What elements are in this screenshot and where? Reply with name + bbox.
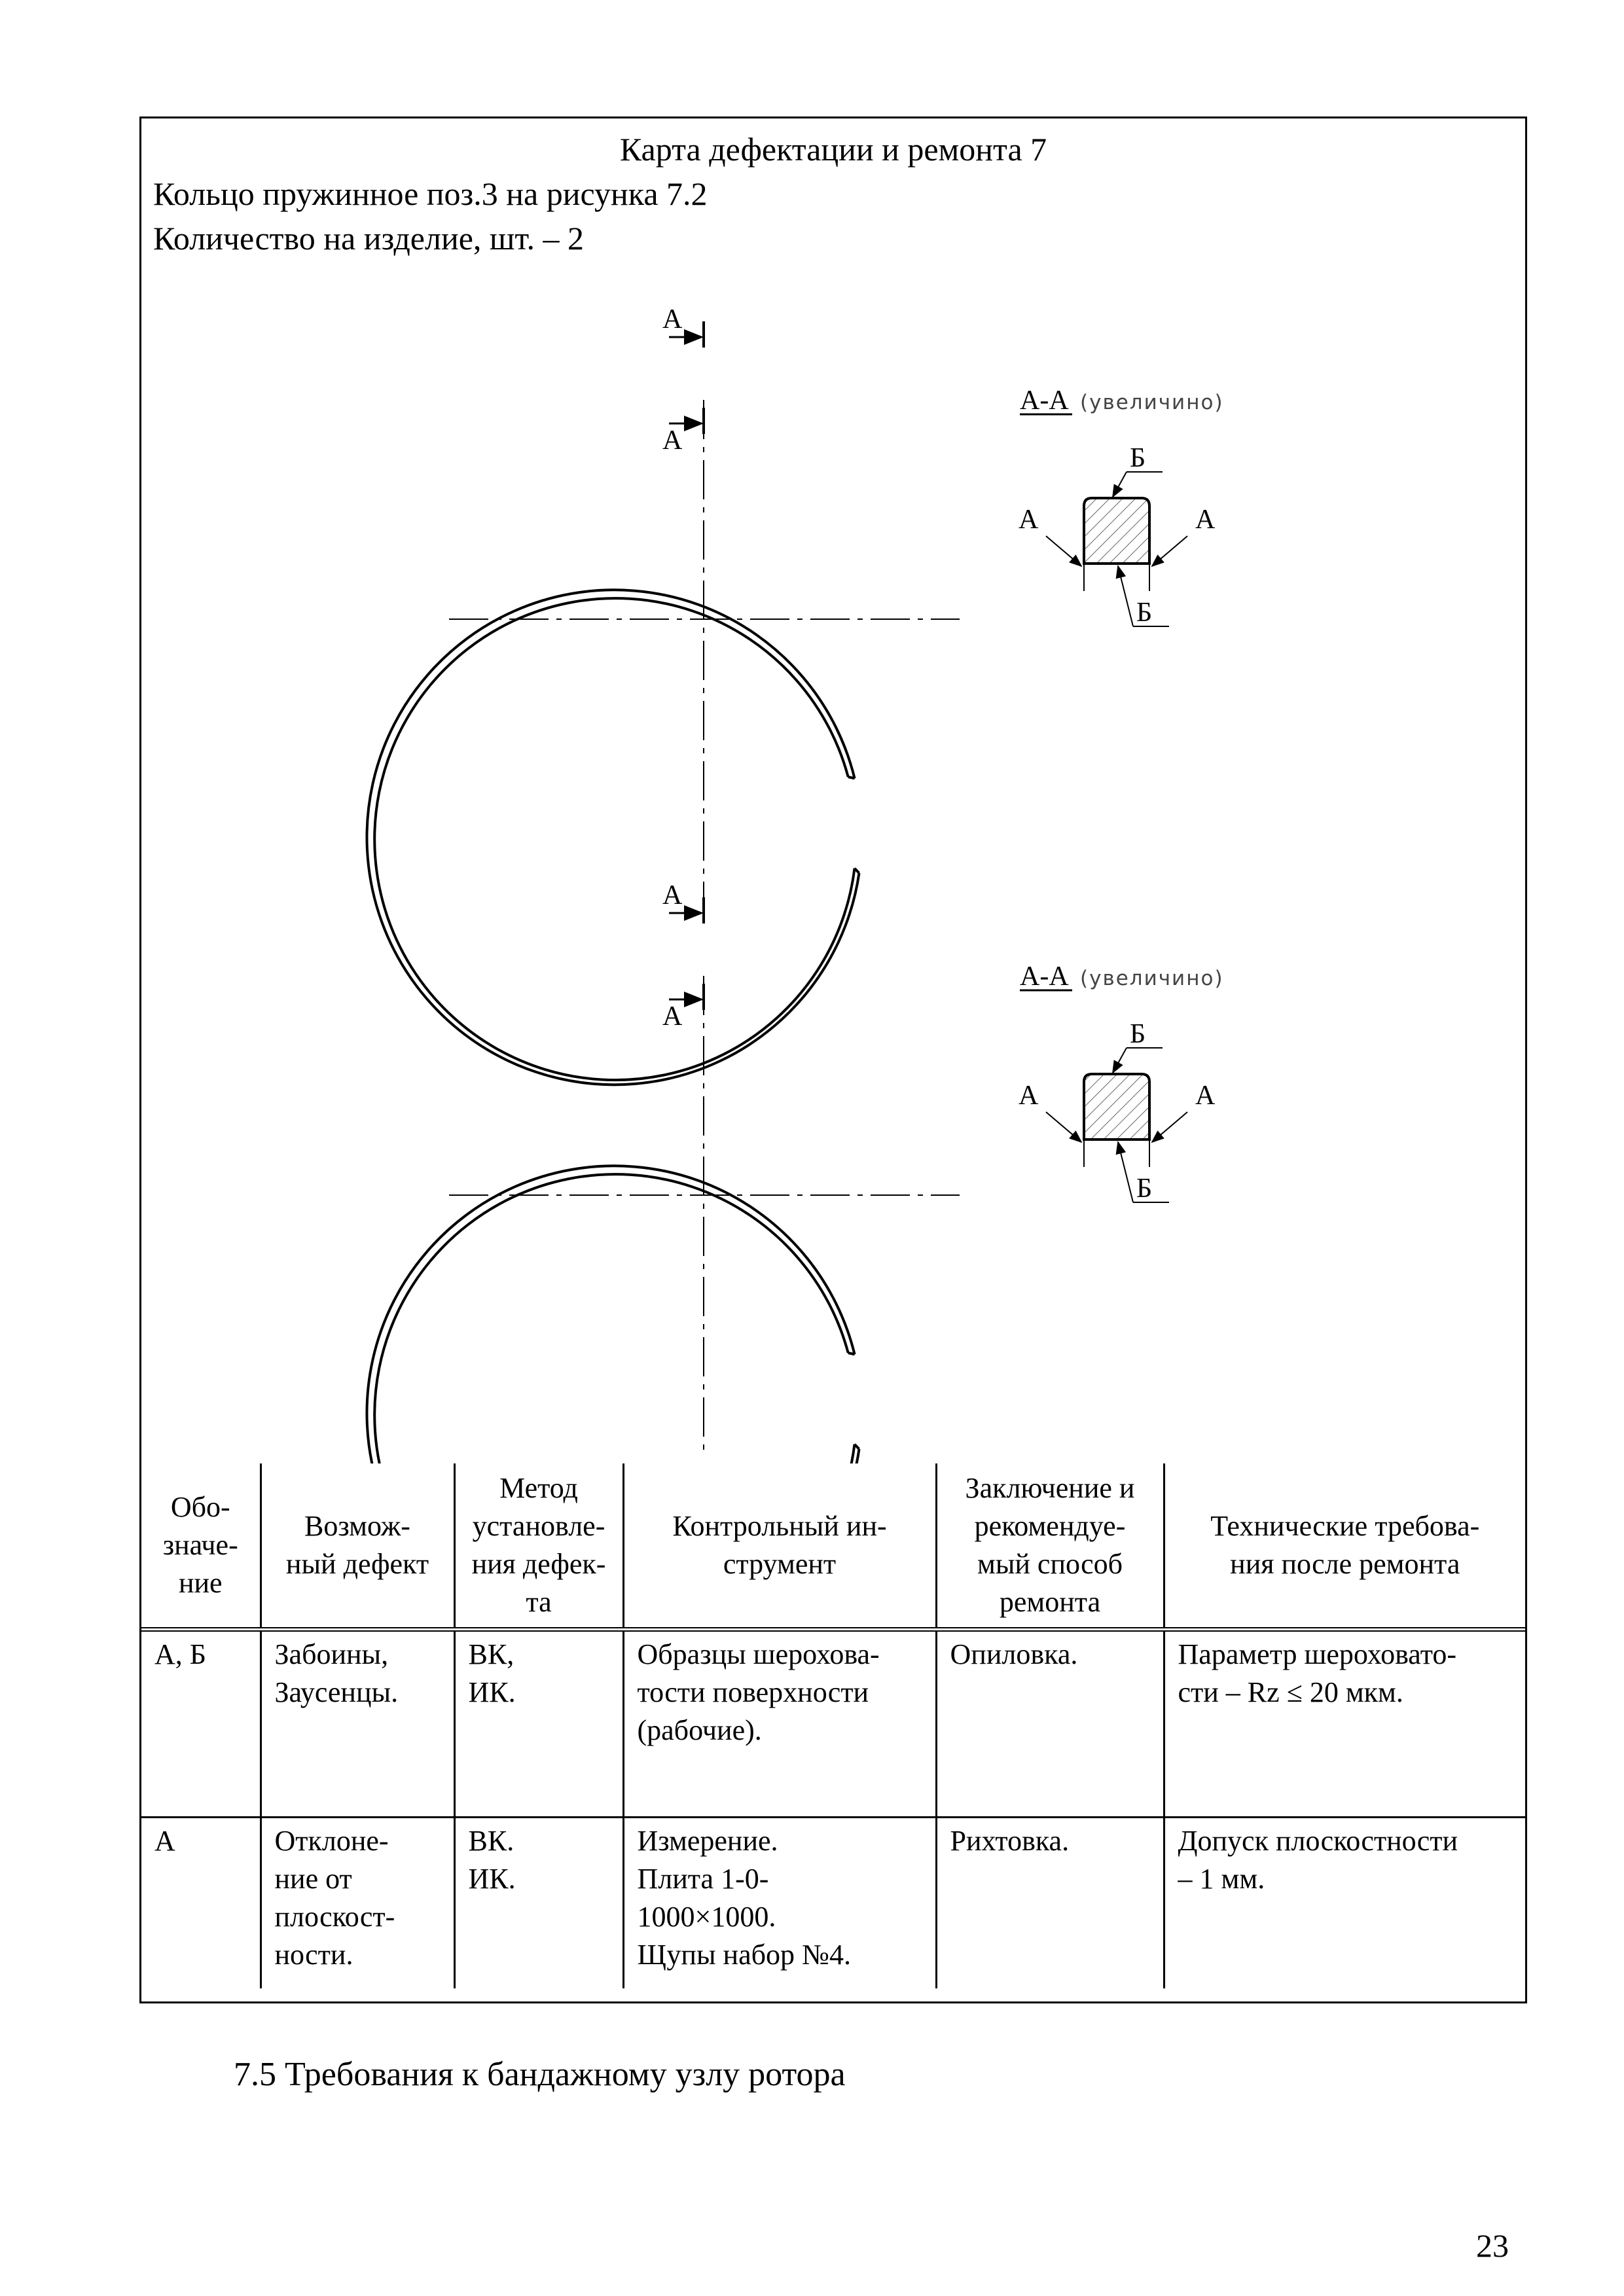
header-detection-method: Метод установле- ния дефек- та [454, 1463, 623, 1630]
defect-table [141, 1463, 1525, 1988]
split-ring [367, 1166, 859, 1463]
surface-label-b: Б [1136, 1174, 1153, 1204]
cut-label: А [662, 304, 683, 334]
card-subtitle: Кольцо пружинное поз.3 на рисунка 7.2 [153, 175, 708, 212]
cell-conclusion: Опиловка. [936, 1630, 1164, 1818]
surface-label-a: А [1019, 505, 1039, 535]
ring-figure [367, 880, 1223, 1463]
section-heading: 7.5 Требования к бандажному узлу ротора [234, 2056, 846, 2093]
cell-requirements: Параметр шероховато- сти – Rz ≤ 20 мкм. [1164, 1630, 1525, 1818]
cell-designation: А [141, 1818, 261, 1989]
page-number: 23 [1476, 2227, 1509, 2264]
section-label: А-А [1020, 961, 1069, 992]
header-control-tool: Контрольный ин- струмент [623, 1463, 936, 1630]
section-profile [1084, 498, 1149, 564]
leader-arrow [1118, 566, 1133, 626]
card-title: Карта дефектации и ремонта 7 [619, 131, 1047, 168]
section-profile [1084, 1074, 1149, 1139]
cut-label: А [662, 1001, 683, 1031]
leader-arrow [1046, 536, 1081, 566]
cell-defect: Забоины, Заусенцы. [261, 1630, 454, 1818]
cell-tool: Измерение. Плита 1-0- 1000×1000. Щупы набор №4. [623, 1818, 936, 1989]
surface-label-a: А [1019, 1081, 1039, 1111]
defect-repair-card [139, 117, 1527, 2003]
leader-arrow [1113, 472, 1127, 497]
section-note: (увеличино) [1080, 391, 1224, 414]
header-technical-requirements: Технические требова- ния после ремонта [1164, 1463, 1525, 1630]
surface-label-a: А [1195, 505, 1216, 535]
table-header-row [141, 1463, 1525, 1630]
table-row [141, 1818, 1525, 1989]
cell-requirements: Допуск плоскостности – 1 мм. [1164, 1818, 1525, 1989]
leader-arrow [1152, 536, 1187, 566]
table-row [141, 1630, 1525, 1818]
ring-gap-end [848, 777, 855, 778]
section-label: А-А [1020, 386, 1069, 416]
surface-label-a: А [1195, 1081, 1216, 1111]
cell-method: ВК. ИК. [454, 1818, 623, 1989]
leader-arrow [1113, 1048, 1127, 1073]
cell-defect: Отклоне- ние от плоскост- ности. [261, 1818, 454, 1989]
leader-arrow [1152, 1112, 1187, 1142]
ring-drawing [141, 118, 1525, 1463]
header-designation: Обо- значе- ние [141, 1463, 261, 1630]
surface-label-b: Б [1130, 443, 1146, 473]
cut-label: А [662, 880, 683, 910]
split-ring [367, 590, 859, 1085]
ring-gap-end [848, 1353, 855, 1354]
cut-label: А [662, 425, 683, 456]
leader-arrow [1046, 1112, 1081, 1142]
cell-method: ВК, ИК. [454, 1630, 623, 1818]
surface-label-b: Б [1130, 1019, 1146, 1049]
section-note: (увеличино) [1080, 967, 1224, 990]
section-view [1019, 961, 1224, 1204]
surface-label-b: Б [1136, 598, 1153, 628]
leader-arrow [1118, 1142, 1133, 1202]
cell-designation: А, Б [141, 1630, 261, 1818]
header-conclusion: Заключение и рекомендуе- мый способ ремонта [936, 1463, 1164, 1630]
header-possible-defect: Возмож- ный дефект [261, 1463, 454, 1630]
card-quantity: Количество на изделие, шт. – 2 [153, 220, 584, 257]
section-view [1019, 386, 1224, 628]
cell-tool: Образцы шерохова- тости поверхности (рабочие). [623, 1630, 936, 1818]
cell-conclusion: Рихтовка. [936, 1818, 1164, 1989]
